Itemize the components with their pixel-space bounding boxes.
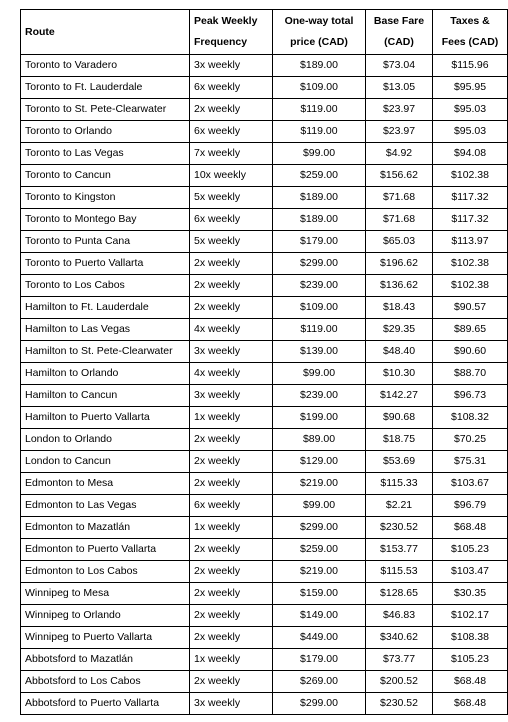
cell-base-fare: $4.92 (366, 143, 433, 165)
cell-total-price: $299.00 (273, 693, 366, 715)
table-row (21, 275, 508, 297)
cell-taxes-fees: $88.70 (433, 363, 508, 385)
cell-total-price: $119.00 (273, 319, 366, 341)
cell-total-price: $219.00 (273, 473, 366, 495)
cell-frequency: 7x weekly (190, 143, 273, 165)
cell-route: Abbotsford to Los Cabos (21, 671, 190, 693)
cell-base-fare: $53.69 (366, 451, 433, 473)
cell-total-price: $159.00 (273, 583, 366, 605)
cell-total-price: $259.00 (273, 165, 366, 187)
cell-total-price: $179.00 (273, 649, 366, 671)
table-row (21, 165, 508, 187)
header-route-label: Route (25, 25, 55, 38)
cell-route: Edmonton to Mesa (21, 473, 190, 495)
cell-frequency: 4x weekly (190, 319, 273, 341)
cell-taxes-fees: $75.31 (433, 451, 508, 473)
cell-route: Hamilton to Cancun (21, 385, 190, 407)
cell-frequency: 1x weekly (190, 517, 273, 539)
cell-total-price: $269.00 (273, 671, 366, 693)
cell-frequency: 5x weekly (190, 187, 273, 209)
cell-frequency: 5x weekly (190, 231, 273, 253)
table-row (21, 517, 508, 539)
cell-taxes-fees: $70.25 (433, 429, 508, 451)
cell-route: Winnipeg to Mesa (21, 583, 190, 605)
cell-total-price: $149.00 (273, 605, 366, 627)
cell-taxes-fees: $108.32 (433, 407, 508, 429)
table-row (21, 385, 508, 407)
table-row (21, 693, 508, 715)
cell-taxes-fees: $117.32 (433, 187, 508, 209)
cell-total-price: $109.00 (273, 77, 366, 99)
table-row (21, 187, 508, 209)
cell-taxes-fees: $105.23 (433, 539, 508, 561)
cell-route: Winnipeg to Puerto Vallarta (21, 627, 190, 649)
cell-base-fare: $196.62 (366, 253, 433, 275)
cell-base-fare: $230.52 (366, 517, 433, 539)
cell-frequency: 2x weekly (190, 473, 273, 495)
cell-base-fare: $71.68 (366, 209, 433, 231)
cell-route: Abbotsford to Puerto Vallarta (21, 693, 190, 715)
cell-frequency: 6x weekly (190, 121, 273, 143)
cell-frequency: 10x weekly (190, 165, 273, 187)
cell-route: Toronto to Punta Cana (21, 231, 190, 253)
cell-base-fare: $23.97 (366, 99, 433, 121)
cell-base-fare: $73.77 (366, 649, 433, 671)
table-row (21, 671, 508, 693)
cell-route: Toronto to Cancun (21, 165, 190, 187)
header-base-fare (366, 10, 433, 55)
cell-base-fare: $115.33 (366, 473, 433, 495)
cell-frequency: 2x weekly (190, 561, 273, 583)
header-taxes-fees (433, 10, 508, 55)
cell-route: Toronto to Montego Bay (21, 209, 190, 231)
cell-taxes-fees: $95.95 (433, 77, 508, 99)
table-row (21, 561, 508, 583)
cell-total-price: $99.00 (273, 495, 366, 517)
table-row (21, 649, 508, 671)
cell-total-price: $119.00 (273, 121, 366, 143)
cell-total-price: $129.00 (273, 451, 366, 473)
cell-base-fare: $29.35 (366, 319, 433, 341)
table-row (21, 583, 508, 605)
table-header (21, 10, 508, 55)
cell-taxes-fees: $90.60 (433, 341, 508, 363)
cell-base-fare: $65.03 (366, 231, 433, 253)
cell-taxes-fees: $113.97 (433, 231, 508, 253)
header-taxes-line1: Taxes & (450, 15, 490, 27)
table-row (21, 253, 508, 275)
cell-frequency: 3x weekly (190, 385, 273, 407)
cell-frequency: 2x weekly (190, 627, 273, 649)
cell-base-fare: $90.68 (366, 407, 433, 429)
cell-base-fare: $115.53 (366, 561, 433, 583)
cell-route: Edmonton to Puerto Vallarta (21, 539, 190, 561)
cell-base-fare: $200.52 (366, 671, 433, 693)
cell-frequency: 2x weekly (190, 429, 273, 451)
cell-frequency: 6x weekly (190, 209, 273, 231)
cell-base-fare: $10.30 (366, 363, 433, 385)
cell-route: Toronto to St. Pete-Clearwater (21, 99, 190, 121)
cell-base-fare: $23.97 (366, 121, 433, 143)
table-row (21, 143, 508, 165)
table-row (21, 319, 508, 341)
cell-taxes-fees: $95.03 (433, 121, 508, 143)
cell-taxes-fees: $68.48 (433, 671, 508, 693)
cell-base-fare: $230.52 (366, 693, 433, 715)
cell-total-price: $199.00 (273, 407, 366, 429)
cell-route: Winnipeg to Orlando (21, 605, 190, 627)
cell-frequency: 3x weekly (190, 55, 273, 77)
cell-taxes-fees: $108.38 (433, 627, 508, 649)
cell-total-price: $179.00 (273, 231, 366, 253)
cell-route: Toronto to Orlando (21, 121, 190, 143)
cell-base-fare: $153.77 (366, 539, 433, 561)
cell-route: Edmonton to Las Vegas (21, 495, 190, 517)
cell-taxes-fees: $96.79 (433, 495, 508, 517)
cell-route: Abbotsford to Mazatlán (21, 649, 190, 671)
table-row (21, 429, 508, 451)
fare-table (20, 9, 508, 715)
cell-total-price: $119.00 (273, 99, 366, 121)
cell-frequency: 2x weekly (190, 275, 273, 297)
cell-route: Toronto to Varadero (21, 55, 190, 77)
table-row (21, 473, 508, 495)
table-row (21, 99, 508, 121)
cell-frequency: 2x weekly (190, 253, 273, 275)
cell-base-fare: $18.43 (366, 297, 433, 319)
cell-total-price: $99.00 (273, 363, 366, 385)
header-total-price (273, 10, 366, 55)
cell-frequency: 2x weekly (190, 583, 273, 605)
cell-frequency: 6x weekly (190, 495, 273, 517)
cell-taxes-fees: $102.38 (433, 165, 508, 187)
table-row (21, 209, 508, 231)
cell-route: Toronto to Kingston (21, 187, 190, 209)
cell-taxes-fees: $102.38 (433, 253, 508, 275)
header-route (21, 10, 190, 55)
cell-base-fare: $340.62 (366, 627, 433, 649)
cell-taxes-fees: $68.48 (433, 517, 508, 539)
cell-taxes-fees: $102.17 (433, 605, 508, 627)
cell-frequency: 2x weekly (190, 297, 273, 319)
cell-taxes-fees: $103.47 (433, 561, 508, 583)
cell-taxes-fees: $30.35 (433, 583, 508, 605)
cell-base-fare: $48.40 (366, 341, 433, 363)
header-base-line2: (CAD) (384, 36, 414, 48)
cell-total-price: $99.00 (273, 143, 366, 165)
cell-base-fare: $142.27 (366, 385, 433, 407)
cell-frequency: 3x weekly (190, 341, 273, 363)
cell-base-fare: $46.83 (366, 605, 433, 627)
table-row (21, 297, 508, 319)
header-frequency-line2: Frequency (194, 36, 248, 48)
cell-total-price: $189.00 (273, 55, 366, 77)
cell-frequency: 3x weekly (190, 693, 273, 715)
table-row (21, 121, 508, 143)
cell-frequency: 2x weekly (190, 451, 273, 473)
table-row (21, 627, 508, 649)
cell-taxes-fees: $68.48 (433, 693, 508, 715)
header-taxes-line2: Fees (CAD) (441, 36, 499, 48)
cell-base-fare: $136.62 (366, 275, 433, 297)
table-row (21, 55, 508, 77)
cell-route: London to Orlando (21, 429, 190, 451)
cell-route: Toronto to Puerto Vallarta (21, 253, 190, 275)
cell-route: Toronto to Ft. Lauderdale (21, 77, 190, 99)
cell-taxes-fees: $102.38 (433, 275, 508, 297)
cell-base-fare: $18.75 (366, 429, 433, 451)
cell-route: Hamilton to Las Vegas (21, 319, 190, 341)
cell-frequency: 2x weekly (190, 539, 273, 561)
cell-total-price: $239.00 (273, 275, 366, 297)
header-frequency-line1: Peak Weekly (194, 15, 258, 27)
table-row (21, 77, 508, 99)
cell-route: Edmonton to Los Cabos (21, 561, 190, 583)
cell-taxes-fees: $117.32 (433, 209, 508, 231)
cell-total-price: $109.00 (273, 297, 366, 319)
table-row (21, 539, 508, 561)
cell-taxes-fees: $90.57 (433, 297, 508, 319)
cell-base-fare: $2.21 (366, 495, 433, 517)
cell-frequency: 1x weekly (190, 649, 273, 671)
cell-taxes-fees: $115.96 (433, 55, 508, 77)
table-body (21, 55, 508, 715)
table-row (21, 231, 508, 253)
cell-taxes-fees: $95.03 (433, 99, 508, 121)
table-row (21, 407, 508, 429)
header-total-line1: One-way total (284, 15, 354, 27)
cell-base-fare: $128.65 (366, 583, 433, 605)
cell-total-price: $299.00 (273, 517, 366, 539)
header-base-line1: Base Fare (373, 15, 425, 27)
cell-total-price: $219.00 (273, 561, 366, 583)
cell-frequency: 4x weekly (190, 363, 273, 385)
cell-route: London to Cancun (21, 451, 190, 473)
cell-total-price: $89.00 (273, 429, 366, 451)
cell-taxes-fees: $105.23 (433, 649, 508, 671)
cell-frequency: 2x weekly (190, 671, 273, 693)
cell-total-price: $189.00 (273, 187, 366, 209)
cell-total-price: $189.00 (273, 209, 366, 231)
cell-total-price: $139.00 (273, 341, 366, 363)
cell-total-price: $299.00 (273, 253, 366, 275)
table-row (21, 605, 508, 627)
table-row (21, 495, 508, 517)
cell-base-fare: $13.05 (366, 77, 433, 99)
table-row (21, 341, 508, 363)
table-row (21, 451, 508, 473)
cell-route: Toronto to Los Cabos (21, 275, 190, 297)
cell-frequency: 2x weekly (190, 605, 273, 627)
header-frequency (190, 10, 273, 55)
cell-taxes-fees: $94.08 (433, 143, 508, 165)
cell-total-price: $239.00 (273, 385, 366, 407)
cell-route: Hamilton to Ft. Lauderdale (21, 297, 190, 319)
cell-base-fare: $73.04 (366, 55, 433, 77)
cell-route: Hamilton to Puerto Vallarta (21, 407, 190, 429)
table-row (21, 363, 508, 385)
cell-taxes-fees: $96.73 (433, 385, 508, 407)
cell-frequency: 2x weekly (190, 99, 273, 121)
cell-total-price: $449.00 (273, 627, 366, 649)
cell-route: Hamilton to Orlando (21, 363, 190, 385)
cell-taxes-fees: $89.65 (433, 319, 508, 341)
cell-frequency: 6x weekly (190, 77, 273, 99)
cell-route: Toronto to Las Vegas (21, 143, 190, 165)
cell-route: Edmonton to Mazatlán (21, 517, 190, 539)
cell-total-price: $259.00 (273, 539, 366, 561)
header-row (21, 10, 508, 55)
cell-base-fare: $71.68 (366, 187, 433, 209)
cell-route: Hamilton to St. Pete-Clearwater (21, 341, 190, 363)
cell-taxes-fees: $103.67 (433, 473, 508, 495)
header-total-line2: price (CAD) (290, 36, 348, 48)
cell-frequency: 1x weekly (190, 407, 273, 429)
cell-base-fare: $156.62 (366, 165, 433, 187)
